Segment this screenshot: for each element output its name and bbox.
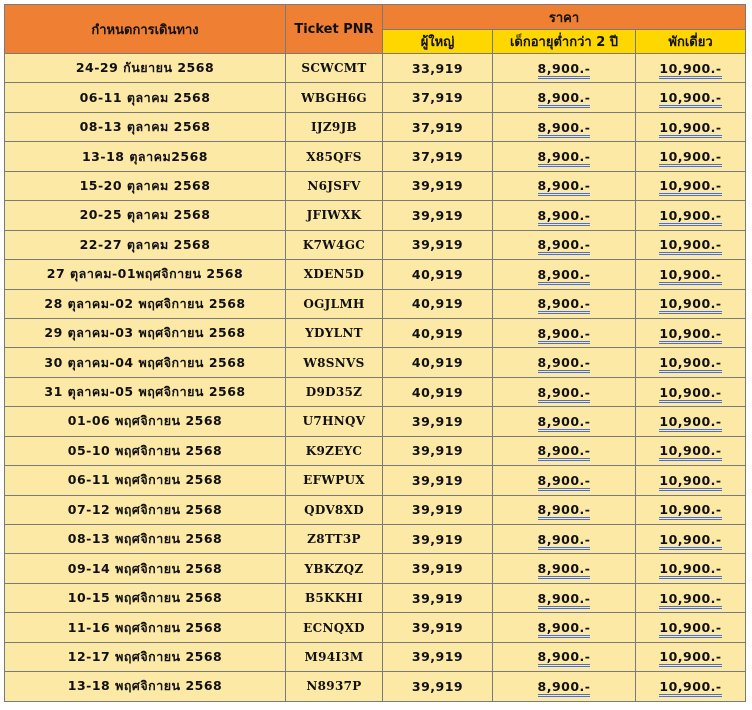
travel-date-cell: 09-14 พฤศจิกายน 2568 (5, 554, 286, 583)
single-supplement-link[interactable]: 10,900.- (659, 355, 721, 373)
child-price-cell (493, 54, 636, 83)
single-supplement-link[interactable]: 10,900.- (659, 649, 721, 667)
travel-date-cell: 12-17 พฤศจิกายน 2568 (5, 642, 286, 671)
pnr-cell: WBGH6G (286, 83, 383, 112)
single-supplement-link[interactable]: 10,900.- (659, 561, 721, 579)
child-price-link[interactable]: 8,900.- (538, 355, 591, 373)
child-price-cell (493, 377, 636, 406)
table-row (5, 377, 746, 406)
child-price-link[interactable]: 8,900.- (538, 591, 591, 609)
travel-date-cell: 13-18 ตุลาคม2568 (5, 142, 286, 171)
child-price-cell (493, 407, 636, 436)
single-supplement-cell (636, 171, 746, 200)
pnr-cell: X85QFS (286, 142, 383, 171)
single-supplement-link[interactable]: 10,900.- (659, 296, 721, 314)
table-row (5, 436, 746, 465)
pnr-cell: M94I3M (286, 642, 383, 671)
pnr-cell: XDEN5D (286, 260, 383, 289)
child-price-link[interactable]: 8,900.- (538, 61, 591, 79)
header-pnr: Ticket PNR (286, 5, 383, 54)
pnr-cell: ECNQXD (286, 613, 383, 642)
child-price-link[interactable]: 8,900.- (538, 326, 591, 344)
travel-date-cell: 06-11 ตุลาคม 2568 (5, 83, 286, 112)
adult-price-cell: 39,919 (383, 583, 493, 612)
table-row (5, 348, 746, 377)
adult-price-cell: 39,919 (383, 495, 493, 524)
table-row (5, 525, 746, 554)
adult-price-cell: 33,919 (383, 54, 493, 83)
pnr-cell: N6JSFV (286, 171, 383, 200)
single-supplement-cell (636, 318, 746, 347)
travel-date-cell: 06-11 พฤศจิกายน 2568 (5, 466, 286, 495)
header-price-group: ราคา (383, 5, 746, 30)
single-supplement-cell (636, 377, 746, 406)
travel-date-cell: 13-18 พฤศจิกายน 2568 (5, 672, 286, 701)
single-supplement-link[interactable]: 10,900.- (659, 120, 721, 138)
child-price-cell (493, 525, 636, 554)
single-supplement-cell (636, 112, 746, 141)
child-price-link[interactable]: 8,900.- (538, 502, 591, 520)
adult-price-cell: 39,919 (383, 672, 493, 701)
single-supplement-link[interactable]: 10,900.- (659, 591, 721, 609)
single-supplement-cell (636, 348, 746, 377)
table-body (5, 54, 746, 702)
travel-date-cell: 28 ตุลาคม-02 พฤศจิกายน 2568 (5, 289, 286, 318)
table-row (5, 142, 746, 171)
travel-date-cell: 15-20 ตุลาคม 2568 (5, 171, 286, 200)
travel-date-cell: 10-15 พฤศจิกายน 2568 (5, 583, 286, 612)
travel-date-cell: 20-25 ตุลาคม 2568 (5, 201, 286, 230)
single-supplement-link[interactable]: 10,900.- (659, 178, 721, 196)
child-price-link[interactable]: 8,900.- (538, 296, 591, 314)
child-price-cell (493, 613, 636, 642)
single-supplement-link[interactable]: 10,900.- (659, 208, 721, 226)
child-price-link[interactable]: 8,900.- (538, 473, 591, 491)
adult-price-cell: 39,919 (383, 642, 493, 671)
child-price-link[interactable]: 8,900.- (538, 443, 591, 461)
adult-price-cell: 39,919 (383, 525, 493, 554)
pnr-cell: U7HNQV (286, 407, 383, 436)
adult-price-cell: 37,919 (383, 112, 493, 141)
pnr-cell: YDYLNT (286, 318, 383, 347)
adult-price-cell: 40,919 (383, 377, 493, 406)
table-row (5, 289, 746, 318)
child-price-cell (493, 112, 636, 141)
single-supplement-cell (636, 83, 746, 112)
pnr-cell: YBKZQZ (286, 554, 383, 583)
child-price-cell (493, 289, 636, 318)
single-supplement-link[interactable]: 10,900.- (659, 385, 721, 403)
pnr-cell: IJZ9JB (286, 112, 383, 141)
pnr-cell: EFWPUX (286, 466, 383, 495)
price-table (4, 4, 746, 702)
pnr-cell: OGJLMH (286, 289, 383, 318)
single-supplement-link[interactable]: 10,900.- (659, 620, 721, 638)
child-price-link[interactable]: 8,900.- (538, 385, 591, 403)
adult-price-cell: 40,919 (383, 348, 493, 377)
child-price-link[interactable]: 8,900.- (538, 561, 591, 579)
single-supplement-cell (636, 672, 746, 701)
single-supplement-link[interactable]: 10,900.- (659, 473, 721, 491)
single-supplement-link[interactable]: 10,900.- (659, 532, 721, 550)
single-supplement-cell (636, 260, 746, 289)
single-supplement-cell (636, 289, 746, 318)
pnr-cell: D9D35Z (286, 377, 383, 406)
adult-price-cell: 40,919 (383, 318, 493, 347)
table-row (5, 83, 746, 112)
header-adult: ผู้ใหญ่ (383, 30, 493, 54)
adult-price-cell: 39,919 (383, 171, 493, 200)
table-row (5, 613, 746, 642)
child-price-link[interactable]: 8,900.- (538, 649, 591, 667)
table-row (5, 201, 746, 230)
adult-price-cell: 39,919 (383, 407, 493, 436)
child-price-cell (493, 142, 636, 171)
pnr-cell: QDV8XD (286, 495, 383, 524)
adult-price-cell: 39,919 (383, 613, 493, 642)
single-supplement-cell (636, 407, 746, 436)
single-supplement-cell (636, 642, 746, 671)
child-price-cell (493, 201, 636, 230)
child-price-cell (493, 583, 636, 612)
child-price-link[interactable]: 8,900.- (538, 414, 591, 432)
pnr-cell: W8SNVS (286, 348, 383, 377)
single-supplement-cell (636, 230, 746, 259)
single-supplement-link[interactable]: 10,900.- (659, 414, 721, 432)
travel-date-cell: 08-13 พฤศจิกายน 2568 (5, 525, 286, 554)
travel-date-cell: 08-13 ตุลาคม 2568 (5, 112, 286, 141)
pnr-cell: K7W4GC (286, 230, 383, 259)
travel-date-cell: 05-10 พฤศจิกายน 2568 (5, 436, 286, 465)
child-price-cell (493, 260, 636, 289)
travel-date-cell: 27 ตุลาคม-01พฤศจิกายน 2568 (5, 260, 286, 289)
adult-price-cell: 39,919 (383, 436, 493, 465)
travel-date-cell: 30 ตุลาคม-04 พฤศจิกายน 2568 (5, 348, 286, 377)
child-price-link[interactable]: 8,900.- (538, 90, 591, 108)
header-single: พักเดี่ยว (636, 30, 746, 54)
table-row (5, 672, 746, 701)
child-price-cell (493, 672, 636, 701)
travel-date-cell: 01-06 พฤศจิกายน 2568 (5, 407, 286, 436)
single-supplement-cell (636, 466, 746, 495)
child-price-link[interactable]: 8,900.- (538, 532, 591, 550)
table-row (5, 554, 746, 583)
child-price-link[interactable]: 8,900.- (538, 208, 591, 226)
single-supplement-cell (636, 54, 746, 83)
table-row (5, 260, 746, 289)
child-price-link[interactable]: 8,900.- (538, 149, 591, 167)
single-supplement-link[interactable]: 10,900.- (659, 443, 721, 461)
single-supplement-cell (636, 583, 746, 612)
single-supplement-link[interactable]: 10,900.- (659, 61, 721, 79)
adult-price-cell: 40,919 (383, 260, 493, 289)
travel-date-cell: 07-12 พฤศจิกายน 2568 (5, 495, 286, 524)
table-row (5, 112, 746, 141)
child-price-cell (493, 171, 636, 200)
child-price-link[interactable]: 8,900.- (538, 620, 591, 638)
single-supplement-link[interactable]: 10,900.- (659, 90, 721, 108)
child-price-link[interactable]: 8,900.- (538, 679, 591, 697)
table-row (5, 54, 746, 83)
child-price-cell (493, 230, 636, 259)
table-row (5, 466, 746, 495)
child-price-link[interactable]: 8,900.- (538, 120, 591, 138)
travel-date-cell: 22-27 ตุลาคม 2568 (5, 230, 286, 259)
single-supplement-cell (636, 495, 746, 524)
table-row (5, 583, 746, 612)
child-price-cell (493, 554, 636, 583)
travel-date-cell: 11-16 พฤศจิกายน 2568 (5, 613, 286, 642)
price-table-container (4, 4, 746, 702)
single-supplement-link[interactable]: 10,900.- (659, 679, 721, 697)
header-child: เด็กอายุต่ำกว่า 2 ปี (493, 30, 636, 54)
table-row (5, 171, 746, 200)
adult-price-cell: 40,919 (383, 289, 493, 318)
child-price-cell (493, 83, 636, 112)
child-price-cell (493, 495, 636, 524)
adult-price-cell: 39,919 (383, 554, 493, 583)
travel-date-cell: 29 ตุลาคม-03 พฤศจิกายน 2568 (5, 318, 286, 347)
pnr-cell: K9ZEYC (286, 436, 383, 465)
pnr-cell: SCWCMT (286, 54, 383, 83)
adult-price-cell: 37,919 (383, 83, 493, 112)
child-price-link[interactable]: 8,900.- (538, 237, 591, 255)
child-price-link[interactable]: 8,900.- (538, 267, 591, 285)
pnr-cell: Z8TT3P (286, 525, 383, 554)
single-supplement-link[interactable]: 10,900.- (659, 502, 721, 520)
travel-date-cell: 31 ตุลาคม-05 พฤศจิกายน 2568 (5, 377, 286, 406)
adult-price-cell: 37,919 (383, 142, 493, 171)
child-price-cell (493, 466, 636, 495)
adult-price-cell: 39,919 (383, 466, 493, 495)
single-supplement-link[interactable]: 10,900.- (659, 149, 721, 167)
single-supplement-link[interactable]: 10,900.- (659, 326, 721, 344)
single-supplement-cell (636, 436, 746, 465)
pnr-cell: N8937P (286, 672, 383, 701)
pnr-cell: JFIWXK (286, 201, 383, 230)
single-supplement-cell (636, 142, 746, 171)
header-route: กำหนดการเดินทาง (5, 5, 286, 54)
adult-price-cell: 39,919 (383, 201, 493, 230)
pnr-cell: B5KKHI (286, 583, 383, 612)
adult-price-cell: 39,919 (383, 230, 493, 259)
travel-date-cell: 24-29 กันยายน 2568 (5, 54, 286, 83)
table-row (5, 495, 746, 524)
single-supplement-cell (636, 613, 746, 642)
table-row (5, 318, 746, 347)
child-price-cell (493, 436, 636, 465)
single-supplement-cell (636, 201, 746, 230)
child-price-cell (493, 642, 636, 671)
table-row (5, 230, 746, 259)
table-row (5, 407, 746, 436)
single-supplement-cell (636, 554, 746, 583)
single-supplement-cell (636, 525, 746, 554)
child-price-link[interactable]: 8,900.- (538, 178, 591, 196)
child-price-cell (493, 348, 636, 377)
single-supplement-link[interactable]: 10,900.- (659, 267, 721, 285)
single-supplement-link[interactable]: 10,900.- (659, 237, 721, 255)
child-price-cell (493, 318, 636, 347)
table-row (5, 642, 746, 671)
